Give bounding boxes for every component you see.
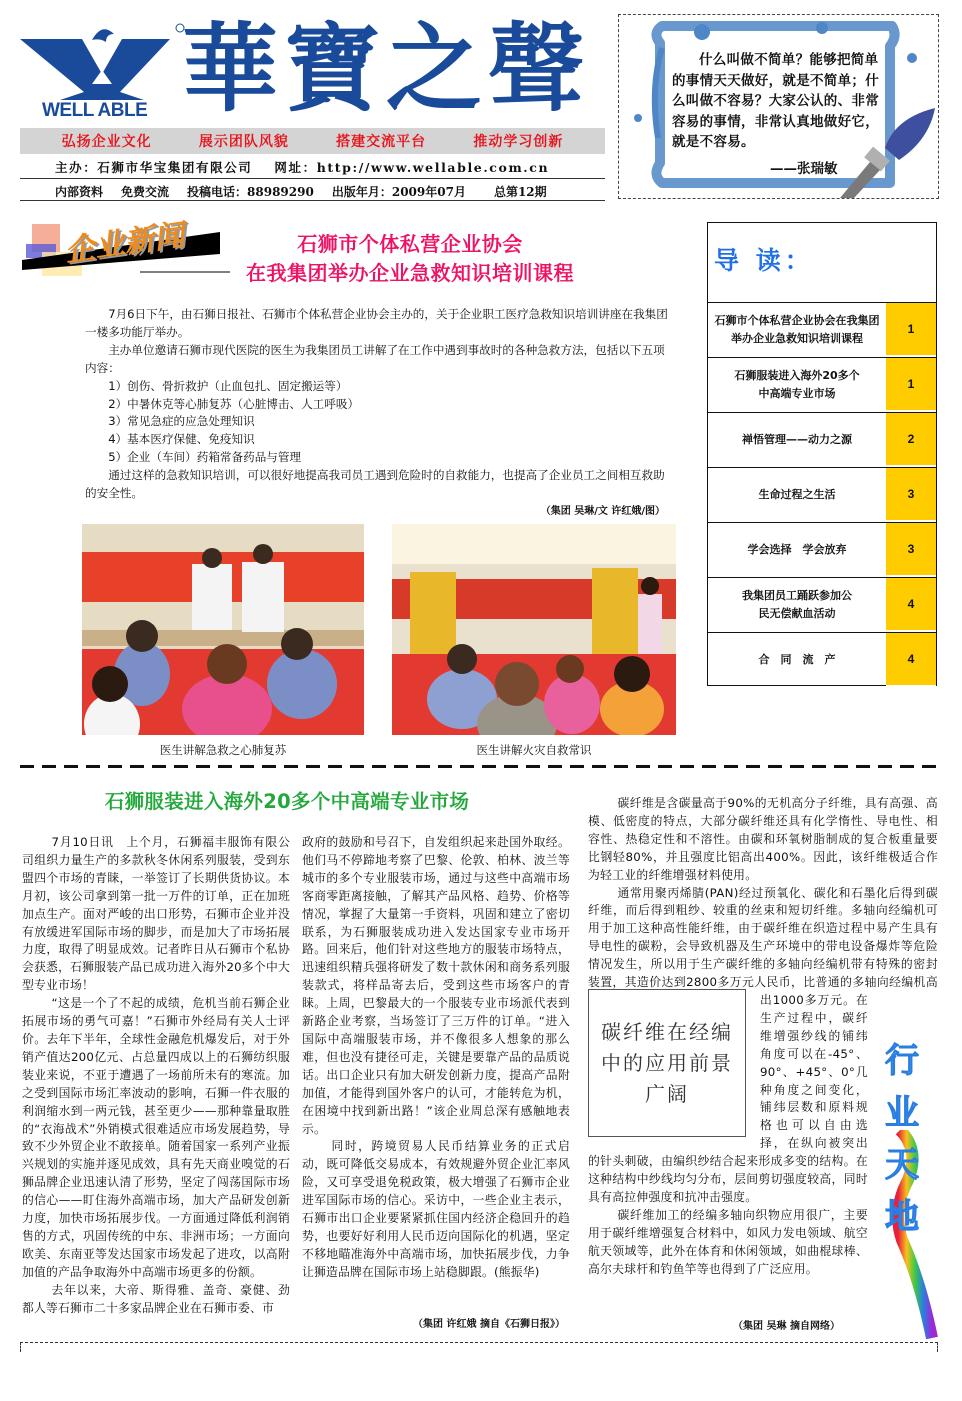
paragraph: 碳纤维是含碳量高于90%的无机高分子纤维，具有高强、高模、低密度的特点，大部分碳纤维还具有化学惰性、导电性、相容性、热稳定性和不溶性。由碳和环氧树脂制成的复合板重量要比钢轻80%，并且强度比铝高出400%。因此，该纤维极适合作为轻工业的纤维增强材料使用。 [588, 796, 938, 882]
toc-item[interactable] [708, 302, 936, 357]
slogan: 推动学习创新 [473, 134, 564, 150]
article-headline [230, 230, 590, 288]
toc-label: 石狮市个体私营企业协会在我集团举办企业急救知识培训课程 [714, 314, 880, 345]
credit: （集团 吴琳/文 许红娥/图） [540, 506, 665, 517]
article-body [85, 306, 675, 503]
list-item: 2）中暑休克等心肺复苏（心脏博击、人工呼吸） [108, 396, 360, 411]
list-item: 4）基本医疗保健、免疫知识 [108, 432, 255, 447]
toc-item[interactable] [708, 412, 936, 467]
issue-info [55, 183, 547, 200]
toc-page: 3 [886, 468, 936, 522]
headline-line: 石狮市个体私营企业协会 [297, 232, 523, 256]
slogan: 展示团队风貌 [198, 134, 289, 150]
publisher-line [55, 158, 571, 176]
article-title-box: 碳纤维在经编中的应用前景广阔 [588, 989, 746, 1137]
page-frame [20, 1342, 938, 1352]
paragraph: 政府的鼓励和号召下，自发组织起来赴国外取经。他们马不停蹄地考察了巴黎、伦敦、柏林、波兰等城市的多个专业服装市场，通过与这些中高端市场客商零距离接触，了解其产品风格、趋势、价格等情况，掌握了大量第一手资料，巩固和建立了密切联系，为石狮服装成功进入发达国家专业市场开路。回来后，他们针对这些地方的服装市场特点，迅速组织精兵强将研发了数十款休闲和商务系列服装款式，将样品寄去后，受到这些市场客户的青睐。上周，巴黎最大的一个服装专业市场派代表到新路企业考察，当场签订了三万件的订单。“进入国际中高端服装市场，并不像很多人想象的那么难，但也没有捷径可走，关键是要靠产品的品质说话。出口企业只有加大研发创新力度，提高产品附加值，才能得到国外客户的认可，才能转危为机，在困境中找到新出路！”该企业周总深有感触地表示。 [302, 835, 570, 1136]
paragraph: 7月6日下午，由石狮日报社、石狮市个体私营企业协会主办的，关于企业职工医疗急救知识培训讲座在我集团一楼多功能厅举办。 [85, 307, 668, 339]
credit: （集团 吴琳 摘自网络） [733, 1321, 840, 1332]
toc-page: 4 [886, 633, 936, 687]
headline-line: 在我集团举办企业急救知识培训课程 [246, 261, 574, 285]
slogan: 搭建交流平台 [336, 134, 427, 150]
toc-item[interactable] [708, 357, 936, 412]
paragraph: “这是一个了不起的成绩，危机当前石狮企业拓展市场的勇气可嘉！”石狮市外经局有关人士评价。去年下半年，全球性金融危机爆发后，对于外销产值达200亿元、占总量四成以上的石狮纺织服装业来说，不亚于遭遇了一场前所未有的寒流。加之受到国际市场汇率波动的影响，石狮一件衣服的利润缩水到一两元钱，甚至更少——那种靠量取胜的“衣海战术”外销模式很难适应市场发展趋势，导致不少外贸企业不敢接单。随着国家一系列产业振兴规划的实施并逐见成效，具有先天商业嗅觉的石狮品牌企业迅速认清了形势，坚定了闯荡国际市场的信心——盯住海外高端市场，加大产品研发创新力度，加快市场拓展步伐。一方面通过降低利润销售的方式，巩固传统的中东、非洲市场；一方面向欧美、东南亚等发达国家市场发起了进攻，以高附加值的产品争取海外中高端市场更多的份额。 [22, 996, 290, 1279]
toc-item[interactable] [708, 577, 936, 632]
info-item: 出版年月：2009年07月 [331, 185, 466, 199]
toc-label: 石狮服装进入海外20多个中高端专业市场 [734, 369, 860, 400]
table-of-contents [707, 222, 937, 686]
quote-author: ——张瑞敏 [770, 161, 838, 177]
paragraph: 通常用聚丙烯腈(PAN)经过预氧化、碳化和石墨化后得到碳纤维，而后得到粗纱、较重的丝束和短切纤维。多轴向经编机可用于加工这种高性能纤维，由于碳纤维在织造过程中易产生具有导电性的碳粉，会导致机器及生产环境中的带电设备爆炸等危险情况发生，所以用于生产碳纤维的多轴向经编机带有特殊的密封装置，其造价达到2800多万元人民币，比普通的多轴向经编机高出1000多万元。在生产过程中，碳纤维增强纱线的铺纬角度可以在-45°、90°、+45°、0°几种角度之间变化，铺纬层数和原料规格也可以自由选择，在纵向被突出的针头刺破，由编织纱结合起来形成多变的结构。在这种结构中纱线均匀分布，层间剪切强度较高，同时具有高拉伸强度和抗冲击强度。 [588, 885, 938, 1204]
section-divider [20, 765, 940, 768]
website-link[interactable]: 网址：http://www.wellable.com.cn [274, 160, 550, 175]
toc-item[interactable] [708, 522, 936, 577]
article-column [302, 834, 570, 1282]
toc-page: 3 [886, 523, 936, 577]
section-label: 行业天地 [885, 1041, 919, 1237]
toc-label: 学会选择 学会放弃 [747, 543, 847, 556]
logo-text: WELL ABLE [42, 100, 148, 121]
info-item: 总第12期 [493, 185, 547, 199]
paragraph: 通过这样的急救知识培训，可以很好地提高我司员工遇到危险时的自救能力，也提高了企业员工之间相互救助的安全性。 [85, 468, 665, 501]
paragraph: 7月10日讯 上个月，石狮福丰服饰有限公司组织力量生产的多款秋冬休闲系列服装，受到东盟四个市场的青睐，一举签订了长期供货协议。本月初，该公司拿到第一批一万件的订单，正在加班加点生产。面对严峻的出口形势，石狮市企业并没有放缓进军国际市场的脚步，而是加大了市场拓展力度，取得了明显成效。记者昨日从石狮市个私协会获悉，石狮服装产品已成功进入海外20多个中大型专业市场！ [22, 835, 290, 993]
article-column [22, 834, 290, 1317]
toc-item[interactable] [708, 467, 936, 522]
paragraph: 去年以来，大帝、斯得雅、盖奇、豪健、劲都人等石狮市二十多家品牌企业在石狮市委、市 [22, 1282, 290, 1315]
quote-text: 什么叫做不简单？能够把简单的事情天天做好，就是不简单；什么叫做不容易？大家公认的、非常容易的事情，非常认真地做好它，就是不容易。 [672, 52, 879, 150]
section-label: 企业新闻 [62, 217, 187, 270]
toc-page: 1 [886, 358, 936, 412]
toc-page: 4 [886, 578, 936, 632]
info-item: 内部资料 [55, 185, 104, 199]
paragraph: 同时，跨境贸易人民币结算业务的正式启动，既可降低交易成本，有效规避外贸企业汇率风险，又可享受退免税政策，极大增强了石狮市企业进军国际市场的信心。采访中，一些企业主表示，石狮市出口企业要紧紧抓住国内经济企稳回升的趋势，也要好好利用人民币迈向国际化的机遇，坚定不移地瞄准海外中高端市场，加快拓展步伐，力争让狮造品牌在国际市场上站稳脚跟。(熊振华) [302, 1139, 570, 1279]
article-headline: 石狮服装进入海外20多个中高端专业市场 [104, 790, 470, 813]
photo-cpr-demo [82, 524, 364, 735]
list-item: 3）常见急症的应急处理知识 [108, 414, 255, 429]
section-label-vertical [880, 1035, 924, 1243]
list-item: 5）企业（车间）药箱常备药品与管理 [108, 450, 302, 465]
divider [20, 178, 605, 179]
host: 主办：石狮市华宝集团有限公司 [55, 160, 253, 175]
toc-title: 导 读： [714, 246, 814, 275]
masthead-title: 華寶之聲 [182, 12, 590, 125]
toc-label: 禅悟管理——动力之源 [742, 433, 852, 446]
toc-label: 我集团员工踊跃参加公民无偿献血活动 [742, 589, 852, 620]
toc-page: 2 [886, 413, 936, 467]
toc-label: 生命过程之生活 [758, 488, 836, 501]
slogan: 弘扬企业文化 [61, 134, 152, 150]
list-item: 1）创伤、骨折救护（止血包扎、固定搬运等） [108, 378, 348, 393]
paragraph: 主办单位邀请石狮市现代医院的医生为我集团员工讲解了在工作中遇到事故时的各种急救方法，包括以下五项内容： [85, 342, 665, 375]
info-item: 免费交流 [121, 185, 170, 199]
photo-fire-safety [392, 524, 676, 735]
toc-page: 1 [886, 303, 936, 357]
credit: （集团 许红娥 摘自《石狮日报》） [413, 1319, 565, 1330]
paragraph: 碳纤维加工的经编多轴向织物应用很广，主要用于碳纤维增强复合材料中，如风力发电领域、航空航天领域等，此外在体育和休闲领域，如曲棍球棒、高尔夫球杆和钓鱼竿等也得到了广泛应用。 [588, 1207, 868, 1276]
photo-caption: 医生讲解火灾自救常识 [476, 743, 592, 757]
photo-caption: 医生讲解急救之心肺复苏 [159, 743, 287, 757]
info-item: 投稿电话：88989290 [187, 185, 314, 199]
toc-item[interactable] [708, 632, 936, 687]
toc-label: 合 同 流 产 [758, 653, 836, 666]
divider [20, 200, 605, 201]
slogan-bar [20, 128, 605, 154]
